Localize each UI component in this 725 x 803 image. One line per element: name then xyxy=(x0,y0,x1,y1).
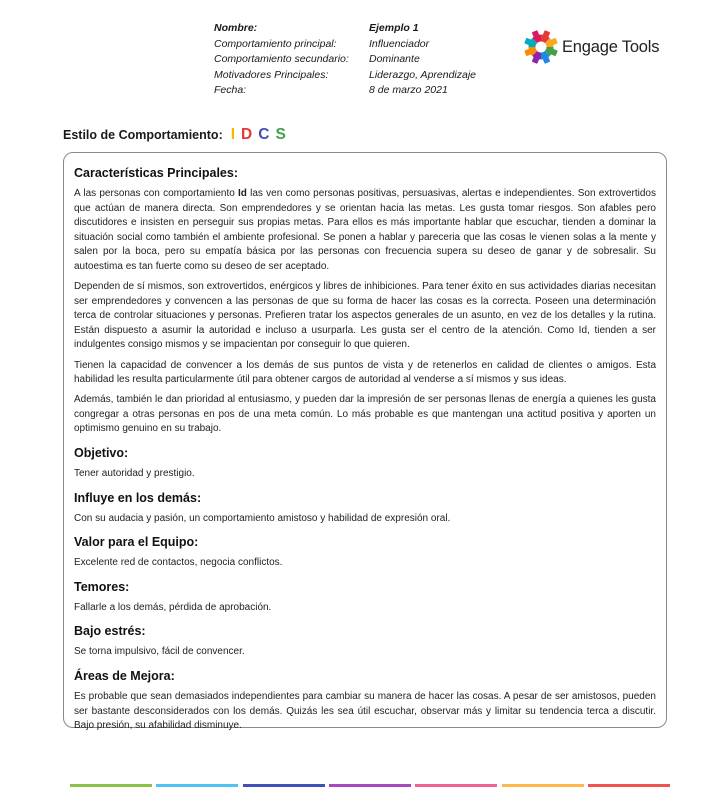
paragraph: Con su audacia y pasión, un comportamiento amistoso y habilidad de expresión oral. xyxy=(74,512,451,524)
section-title: Influye en los demás: xyxy=(74,490,202,505)
logo-text: Engage Tools xyxy=(562,37,660,56)
style-letter-i: I xyxy=(230,126,236,143)
section-title: Objetivo: xyxy=(74,446,129,460)
header-value: Liderazgo, Aprendizaje xyxy=(369,68,477,81)
style-letter-c: C xyxy=(258,126,270,143)
section-caracteristicas xyxy=(74,165,656,437)
header-row-fecha xyxy=(214,83,476,99)
section-title: Temores: xyxy=(74,579,130,594)
header-value: Dominante xyxy=(369,53,420,65)
footer-segment xyxy=(502,784,584,787)
footer-segment xyxy=(156,784,238,787)
footer-segment xyxy=(70,784,152,787)
behavior-style-label: Estilo de Comportamiento: xyxy=(63,128,223,142)
section-estres xyxy=(74,623,656,660)
paragraph: Se torna impulsivo, fácil de convencer. xyxy=(74,646,245,658)
paragraph: Tienen la capacidad de convencer a los demás de sus puntos de vista y de retenerlos en calidad de clientes o amigos. Esta habilidad les resulta particularmente útil para obtener cargos de autoridad al venderse a sí mismos y sus ideas. xyxy=(74,359,656,386)
behavior-style-letters xyxy=(231,126,292,144)
header-value: Ejemplo 1 xyxy=(369,22,419,34)
profile-header xyxy=(214,21,476,99)
footer-segment xyxy=(329,784,411,787)
style-letter-d: D xyxy=(241,126,253,143)
header-value: 8 de marzo 2021 xyxy=(369,84,448,96)
paragraph: Tener autoridad y prestigio. xyxy=(74,468,195,479)
paragraph: Es probable que sean demasiados independientes para cambiar su manera de hacer las cosas. A pesar de ser amistosos, pueden ser bastante desconsiderados con los demás. Quizás les sea útil escuchar, observar más y limitar su tendencia terca a discutir. Bajo presión, su afabilidad disminuye. xyxy=(74,690,656,732)
section-temores xyxy=(74,579,656,616)
header-label: Comportamiento principal: xyxy=(214,37,337,50)
paragraph: Fallarle a los demás, pérdida de aprobación. xyxy=(74,601,272,613)
section-mejora xyxy=(74,668,656,734)
behavior-style xyxy=(63,126,292,144)
bold-text: Id xyxy=(238,188,247,199)
header-label: Motivadores Principales: xyxy=(214,68,329,81)
footer-color-bar xyxy=(70,784,670,787)
gear-logo-icon xyxy=(524,30,558,64)
section-title: Valor para el Equipo: xyxy=(74,535,199,550)
section-title: Características Principales: xyxy=(74,166,238,180)
paragraph: Dependen de sí mismos, son extrovertidos, enérgicos y libres de inhibiciones. Para tener éxito en sus actividades diarias necesitan ser emprendedores y convencen a las personas de que su forma de hacer las cosas es la correcta. Poseen una determinación terca de controlar situaciones y personas. Prefieren tratar los aspectos generales de un asunto, en vez de los detalles y la rutina. Están dispuesto a asumir la autoridad e incluso a usurparla. Les gusta ser el centro de la atención. Como Id, tienden a ser indulgentes consigo mismos y se impacientan por conseguir lo que quieren. xyxy=(74,281,656,351)
paragraph: Excelente red de contactos, negocia conflictos. xyxy=(74,557,283,569)
header-row-nombre xyxy=(214,21,476,37)
paragraph: Además, también le dan prioridad al entusiasmo, y pueden dar la impresión de ser personas llenas de energía a quienes les gusta congregar a otras personas en pos de una meta común. Lo más probable es que mantengan una actitud positiva y aporten un optimismo genuino en su trabajo. xyxy=(74,394,656,435)
section-objetivo xyxy=(74,445,656,482)
section-title: Bajo estrés: xyxy=(74,624,146,639)
footer-segment xyxy=(415,784,497,787)
header-value: Influenciador xyxy=(369,37,430,50)
section-valor xyxy=(74,534,656,571)
header-label: Comportamiento secundario: xyxy=(214,53,349,65)
header-label: Nombre: xyxy=(214,22,258,34)
footer-segment xyxy=(243,784,325,787)
section-title: Áreas de Mejora: xyxy=(74,668,175,683)
footer-segment xyxy=(588,784,670,787)
header-row-motivadores xyxy=(214,68,476,84)
header-label: Fecha: xyxy=(214,84,247,96)
paragraph: A las personas con comportamiento Id las ven como personas positivas, persuasivas, alertas e independientes. Son extrovertidos que actúan de manera directa. Son emprendedores y se orientan hacia las metas. Les gusta tomar riesgos. Son afables pero discutidores e insisten en perseguir sus propias metas. Para ellos es más importante hablar que escuchar, tienden a dominar la situación social como también el ambiente profesional. Se ponen a hablar y pareceria que las cosas le vienen solas a la mente y salen por la boca, pero su empatía básica por las personas con frecuencia supera su deseo de ganar y de sobresalir. Su autoestima es tan fuerte como su deseo de ser aceptado. xyxy=(74,188,656,272)
header-row-principal xyxy=(214,37,476,53)
header-row-secundario xyxy=(214,52,476,68)
style-letter-s: S xyxy=(275,126,286,143)
profile-content-box xyxy=(63,152,667,732)
engage-tools-logo xyxy=(524,30,659,64)
section-influye xyxy=(74,490,656,527)
gear-hole xyxy=(536,42,547,53)
